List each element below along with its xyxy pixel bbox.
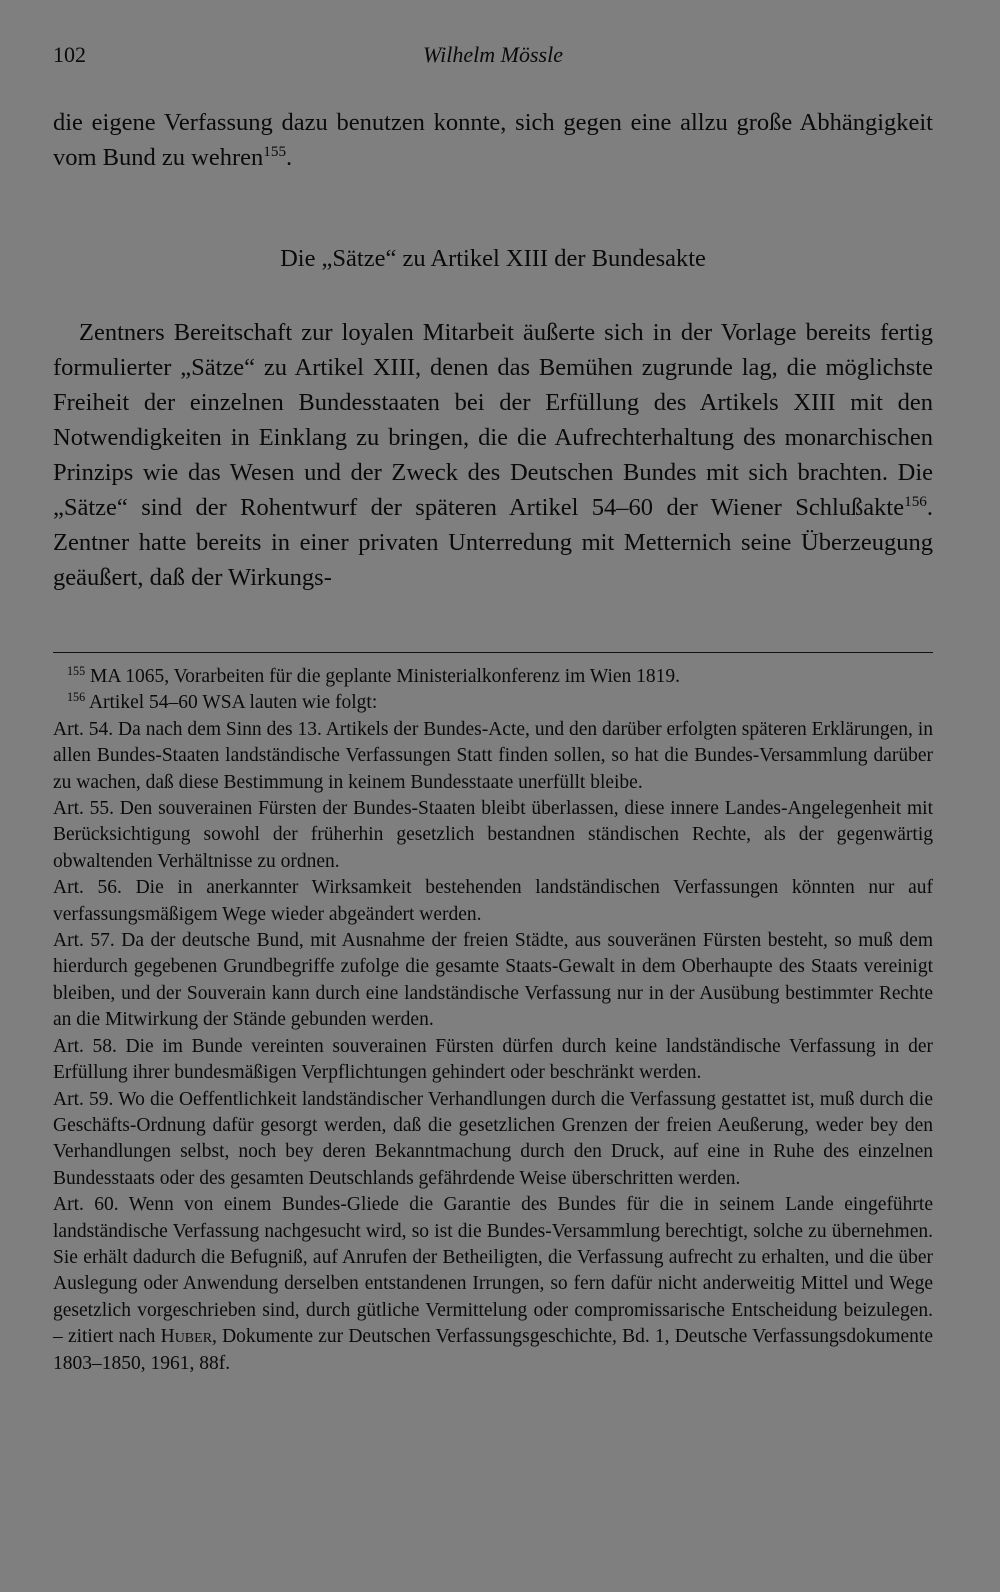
paragraph-text-continued: . Zentner hatte bereits in einer privaten Unterredung mit Metternich seine Überzeugung geäußert, daß der Wirkungs- — [53, 494, 933, 591]
footnote-reference-155[interactable]: 155 — [263, 142, 287, 160]
article-54: Art. 54. Da nach dem Sinn des 13. Artikels der Bundes-Acte, und den darüber erfolgten späteren Erklärungen, in allen Bundes-Staaten landständische Verfassungen Statt finden sollen, so hat die Bundes-Versammlung darüber zu wachen, daß diese Bestimmung in keinem Bundesstaate unerfüllt bleibe. — [53, 718, 933, 793]
body-paragraph-2 — [53, 315, 933, 595]
article-55: Art. 55. Den souverainen Fürsten der Bundes-Staaten bleibt überlassen, diese innere Landes-Angelegenheit mit Berücksichtigung sowohl der früherhin gesetzlich bestandnen ständischen Rechte, als der gegenwärtig obwaltenden Verhältnisse zu ordnen. — [53, 798, 933, 872]
article-59: Art. 59. Wo die Oeffentlichkeit landständischer Verhandlungen durch die Verfassung gestattet ist, muß durch die Geschäfts-Ordnung dafür gesorgt werden, daß die gesetzlichen Grenzen der freien Aeußerung, weder bey den Verhandlungen selbst, noch bey deren Bekanntmachung durch den Druck, auf eine in Ruhe des einzelnen Bundesstaats oder des gesamten Deutschlands gefährdende Weise überschritten werden. — [53, 1088, 933, 1189]
footnote-reference-156[interactable]: 156 — [904, 492, 927, 510]
footnotes — [53, 664, 933, 1377]
article-58: Art. 58. Die im Bunde vereinten souverainen Fürsten dürfen durch keine landständische Verfassung in der Erfüllung ihrer bundesmäßigen Verpflichtungen gehindert oder beschränkt werden. — [53, 1035, 933, 1084]
article-56: Art. 56. Die in anerkannter Wirksamkeit bestehenden landständischen Verfassungen könnten nur auf verfassungsmäßigem Wege wieder abgeändert werden. — [53, 877, 933, 925]
section-heading: Die „Sätze“ zu Artikel XIII der Bundesakte — [280, 245, 706, 272]
citation-text: , Dokumente zur Deutschen Verfassungsgeschichte, Bd. 1, Deutsche Verfassungsdokumente 1803–1850, 1961, 88f. — [53, 1326, 933, 1374]
footnote-number: 156 — [67, 689, 86, 704]
footnote-156 — [53, 690, 933, 716]
article-57: Art. 57. Da der deutsche Bund, mit Ausnahme der freien Städte, aus souveränen Fürsten besteht, so muß dem hierdurch gegebenen Grundbegriffe zufolge die gesamte Staats-Gewalt in dem Oberhaupte des Staats vereinigt bleiben, und der Souverain kann durch eine landständische Verfassung nur in der Ausübung bestimmter Rechte an die Mitwirkung der Stände gebunden werden. — [53, 930, 933, 1031]
running-head: Wilhelm Mössle — [423, 42, 563, 67]
page-header — [53, 42, 933, 76]
footnote-155 — [53, 664, 933, 690]
footnote-separator — [53, 652, 933, 653]
paragraph-text: Zentners Bereitschaft zur loyalen Mitarbeit äußerte sich in der Vorlage bereits fertig formulierter „Sätze“ zu Artikel XIII, denen das Bemühen zugrunde lag, die möglichste Freiheit der einzelnen Bundesstaaten bei der Erfüllung des Artikels XIII mit den Notwendigkeiten in Einklang zu bringen, die die Aufrechterhaltung des monarchischen Prinzips wie das Wesen und der Zweck des Deutschen Bundes mit sich brachten. Die „Sätze“ sind der Rohentwurf der späteren Artikel 54–60 der Wiener Schlußakte — [53, 319, 933, 521]
body-paragraph-1 — [53, 105, 933, 175]
footnote-number: 155 — [67, 663, 86, 678]
paragraph-text: die eigene Verfassung dazu benutzen konnte, sich gegen eine allzu große Abhängigkeit vom Bund zu wehren — [53, 109, 933, 171]
footnote-text: Artikel 54–60 WSA lauten wie folgt: — [88, 692, 378, 714]
cited-author: Huber — [160, 1326, 213, 1348]
footnote-text: MA 1065, Vorarbeiten für die geplante Ministerialkonferenz im Wien 1819. — [90, 666, 681, 687]
article-60 — [53, 1192, 933, 1377]
paragraph-end: . — [286, 144, 293, 171]
page-number: 102 — [53, 42, 86, 67]
article-text: Art. 60. Wenn von einem Bundes-Gliede die Garantie des Bundes für die in seinem Lande eingeführte landständische Verfassung nachgesucht wird, so ist die Bundes-Versammlung berechtigt, solche zu übernehmen. Sie erhält dadurch die Befugniß, auf Anrufen der Betheiligten, die Verfassung aufrecht zu erhalten, und die über Auslegung oder Anwendung derselben entstandenen Irrungen, so fern dafür nicht anderweitig Mittel und Wege gesetzlich vorgeschrieben sind, durch gütliche Vermittelung oder compromissarische Entscheidung beizulegen. – zitiert nach — [53, 1194, 933, 1348]
